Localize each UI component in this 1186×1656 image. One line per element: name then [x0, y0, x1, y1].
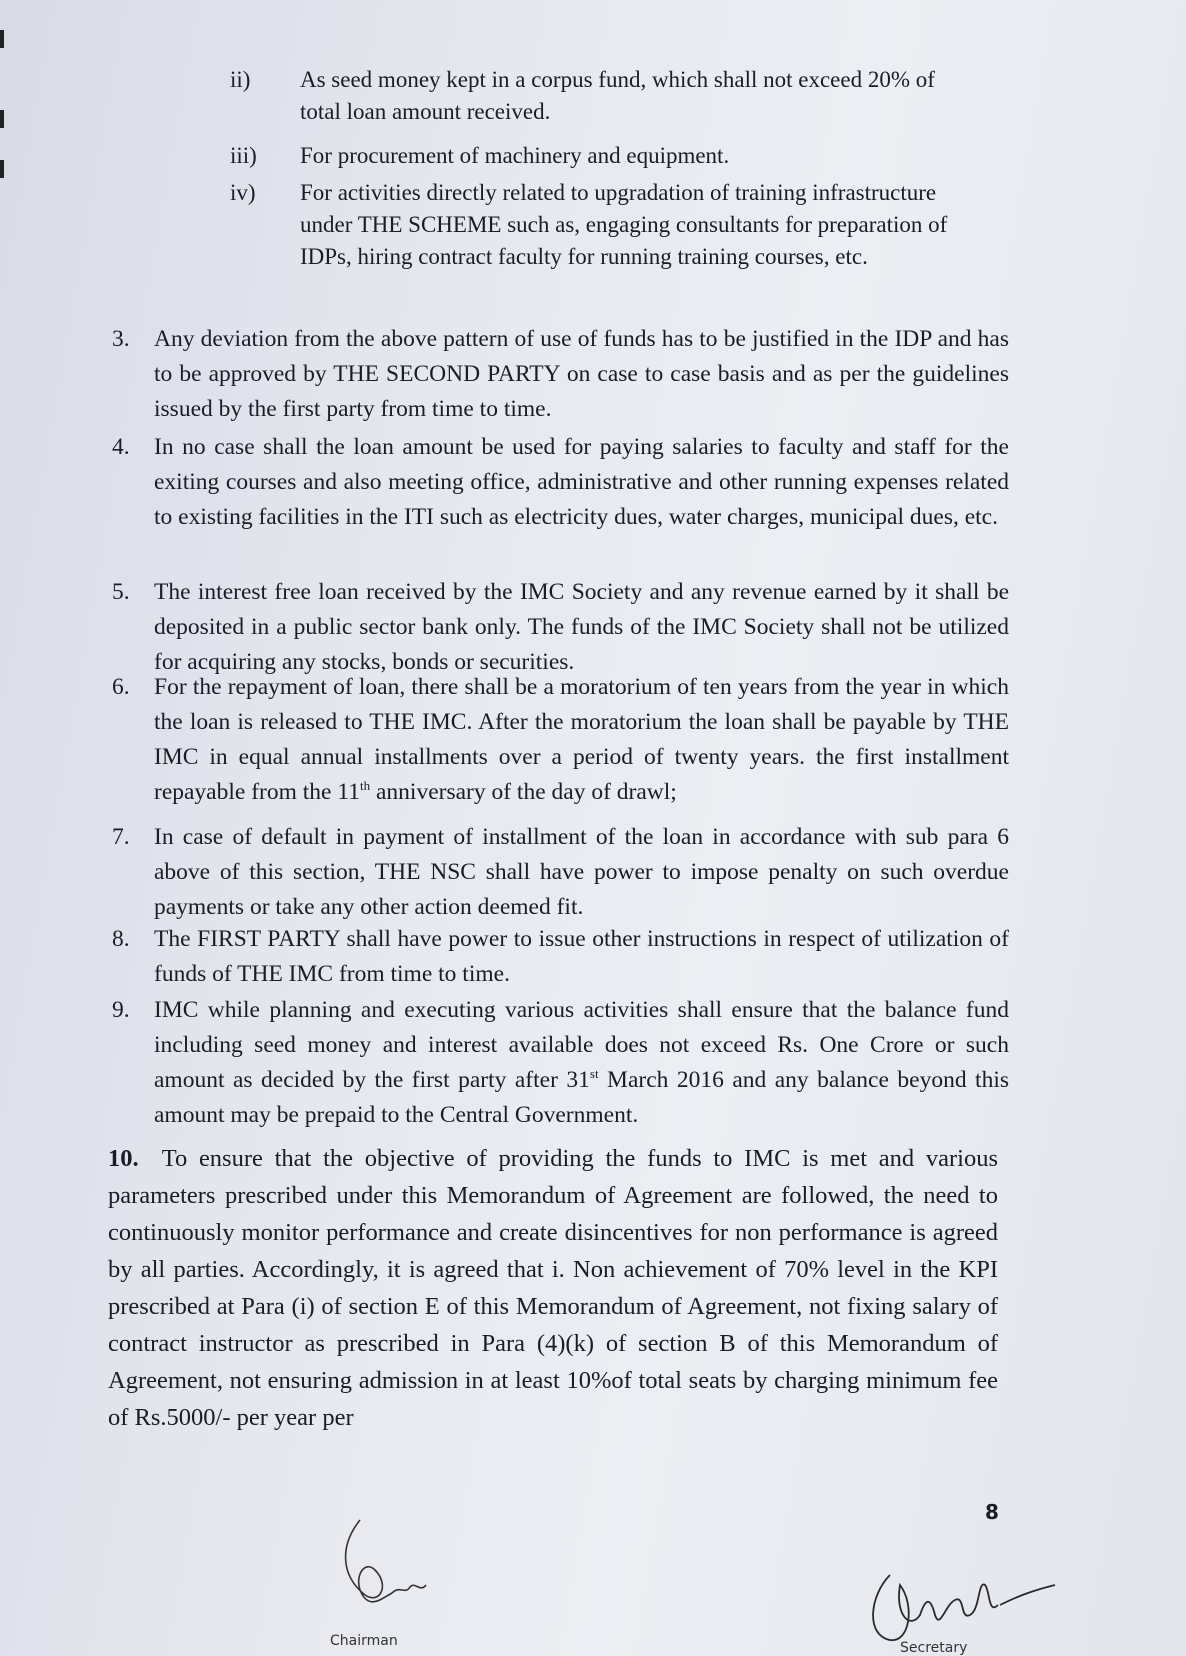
subitem-text: As seed money kept in a corpus fund, which shall not exceed 20% of total loan amount received. — [300, 67, 935, 124]
item-number: 9. — [112, 997, 130, 1023]
item-text-part: March 2016 and any balance beyond this amount may be prepaid to the Central Government. — [154, 1067, 1010, 1128]
superscript: st — [589, 1066, 599, 1082]
chairman-signature — [320, 1515, 450, 1625]
secretary-signature — [860, 1545, 1060, 1650]
item-number: 5. — [112, 579, 130, 605]
subitem-iii — [230, 140, 990, 174]
item-text: In case of default in payment of installment of the loan in accordance with sub para 6 above of this section, THE NSC shall have power to impose penalty on such overdue payments or take any other action deemed fit. — [154, 824, 1009, 920]
item-text: The interest free loan received by the IMC Society and any revenue earned by it shall be deposited in a public sector bank only. The funds of the IMC Society shall not be utilized for acquiring any stocks, bonds or securities. — [154, 579, 1009, 675]
item-number: 8. — [112, 926, 130, 952]
subitem-number: iii) — [230, 143, 257, 168]
paragraph-text: To ensure that the objective of providing the funds to IMC is met and various parameters prescribed under this Memorandum of Agreement are followed, the need to continuously monitor performance and create disincentives for non performance is agreed by all parties. Accordingly, it is agreed that i. Non achievement of 70% level in the KPI prescribed at Para (i) of section E of this Memorandum of Agreement, not fixing salary of contract instructor as prescribed in Para (4)(k) of section B of this Memorandum of Agreement, not ensuring admission in at least 10%of total seats by charging minimum fee of Rs.5000/- per year per — [108, 1145, 999, 1431]
edge-mark — [0, 110, 4, 128]
subitem-number: iv) — [230, 180, 256, 205]
item-text — [154, 993, 1009, 1133]
subitem-number: ii) — [230, 67, 251, 92]
edge-mark — [0, 160, 4, 178]
edge-mark — [0, 30, 4, 48]
chairman-label: Chairman — [330, 1633, 398, 1649]
item-number: 6. — [112, 674, 130, 700]
item-text: In no case shall the loan amount be used for paying salaries to faculty and staff for the exiting courses and also meeting office, administrative and other running expenses related to existing facilities in the ITI such as electricity dues, water charges, municipal dues, etc. — [154, 434, 1009, 530]
item-number: 3. — [112, 326, 130, 352]
item-text: The FIRST PARTY shall have power to issue other instructions in respect of utilization of funds of THE IMC from time to time. — [154, 926, 1009, 987]
item-text: Any deviation from the above pattern of use of funds has to be justified in the IDP and has to be approved by THE SECOND PARTY on case to case basis and as per the guidelines issued by the first party from time to time. — [154, 326, 1009, 422]
item-number: 7. — [112, 824, 130, 850]
subitem-text: For activities directly related to upgradation of training infrastructure under THE SCHEME such as, engaging consultants for preparation of IDPs, hiring contract faculty for running training courses, etc. — [300, 180, 948, 269]
item-text-part: anniversary of the day of drawl; — [370, 779, 677, 805]
superscript: th — [359, 778, 371, 794]
paragraph-number: 10. — [108, 1145, 139, 1172]
subitem-iv — [230, 177, 990, 307]
item-text-part: For the repayment of loan, there shall be a moratorium of ten years from the year in which the loan is released to THE IMC. After the moratorium the loan shall be payable by THE IMC in equal annual installments over a period of twenty years. the first installment repayable from the 11 — [154, 674, 1009, 805]
subitem-ii — [230, 64, 990, 134]
item-text-part: IMC while planning and executing various activities shall ensure that the balance fund including seed money and interest available does not exceed Rs. One Crore or such amount as decided by the first party after 31 — [154, 997, 1009, 1093]
item-text — [154, 670, 1009, 810]
subitem-text: For procurement of machinery and equipment. — [300, 143, 730, 168]
item-number: 4. — [112, 434, 130, 460]
secretary-label: Secretary — [900, 1640, 968, 1656]
page-number: 8 — [985, 1500, 999, 1524]
paragraph-10 — [108, 1140, 998, 1436]
